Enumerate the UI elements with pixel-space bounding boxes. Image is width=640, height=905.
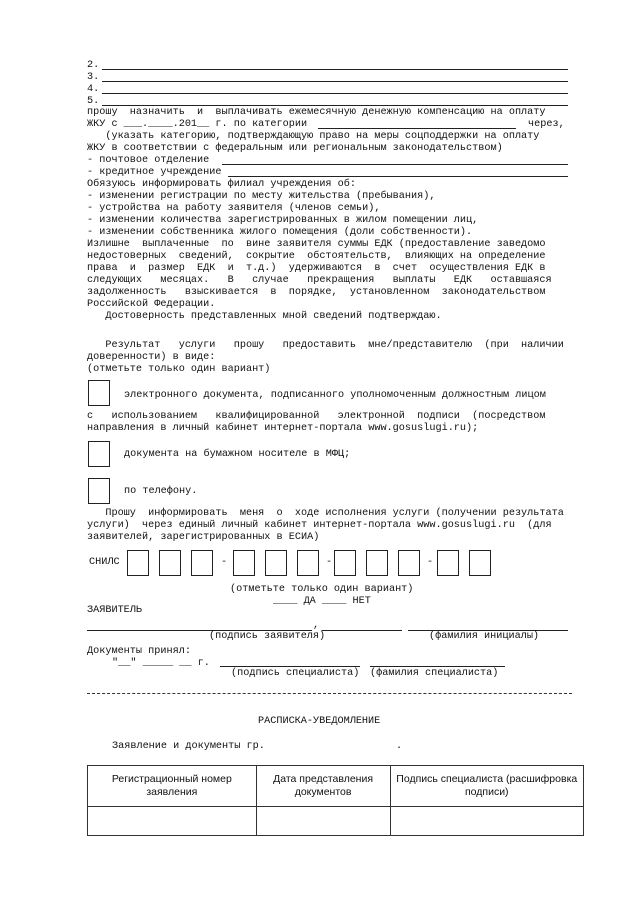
request-line-1: прошу назначить и выплачивать ежемесячную денежную компенсацию на оплату — [87, 107, 546, 118]
request-line-2: ЖКУ с ___.____.201__ г. по категории — [87, 119, 308, 130]
request-line-2b: через, — [528, 119, 565, 130]
option-phone-label: по телефону. — [124, 486, 198, 497]
overpayment-line-3: права и размер ЕДК и т.д.) удерживаются в счет осуществления ЕДК в — [87, 263, 546, 274]
option-electronic-checkbox[interactable] — [88, 380, 110, 406]
applicant-comma: , — [313, 620, 320, 631]
snils-digit-9[interactable] — [398, 550, 420, 576]
specialist-signature-field[interactable] — [220, 666, 360, 667]
receipt-title: РАСПИСКА-УВЕДОМЛЕНИЕ — [258, 716, 381, 727]
inform-line-2: услуги) через единый личный кабинет интернет-портала www.gosuslugi.ru (для — [87, 520, 552, 531]
item-line-5[interactable] — [102, 105, 568, 106]
item-line-3[interactable] — [102, 81, 568, 82]
obligation-item-3: - изменении количества зарегистрированных в жилом помещении лиц, — [87, 215, 479, 226]
snils-digit-4[interactable] — [233, 550, 255, 576]
item-line-2[interactable] — [102, 69, 568, 70]
header-specialist-signature: Подпись специалиста (расшифровка подписи) — [390, 766, 583, 807]
post-office-field[interactable] — [222, 164, 568, 165]
item-number-2: 2. — [87, 60, 100, 71]
snils-label: СНИЛС — [89, 557, 120, 568]
cell-submission-date[interactable] — [256, 807, 390, 836]
option-phone-checkbox[interactable] — [88, 478, 110, 504]
overpayment-line-6: Российской Федерации. — [87, 299, 216, 310]
item-number-5: 5. — [87, 96, 100, 107]
snils-digit-1[interactable] — [127, 550, 149, 576]
overpayment-line-1: Излишне выплаченные по вине заявителя суммы ЕДК (предоставление заведомо — [87, 239, 546, 250]
header-registration-number: Регистрационный номер заявления — [88, 766, 257, 807]
specialist-name-caption: (фамилия специалиста) — [370, 668, 499, 679]
inform-line-3: заявителей, зарегистрированных в ЕСИА) — [87, 532, 320, 543]
table-row — [88, 807, 584, 836]
specialist-signature-caption: (подпись специалиста) — [231, 668, 360, 679]
cut-line — [87, 693, 572, 694]
result-line-1: Результат услуги прошу предоставить мне/представителю (при наличии — [87, 340, 564, 351]
result-line-2: доверенности) в виде: — [87, 352, 216, 363]
request-line-3: (указать категорию, подтверждающую право на меры соцподдержки на оплату — [87, 131, 540, 142]
obligation-item-4: - изменении собственника жилого помещения (доли собственности). — [87, 227, 473, 238]
obligation-item-1: - изменении регистрации по месту жительства (пребывания), — [87, 191, 436, 202]
post-office-label: - почтовое отделение — [87, 155, 210, 166]
result-line-3: (отметьте только один вариант) — [87, 364, 271, 375]
overpayment-line-5: задолженность взыскивается в порядке, установленном законодательством — [87, 287, 546, 298]
header-submission-date: Дата представления документов — [256, 766, 390, 807]
snils-dash-1: - — [221, 557, 228, 568]
snils-digit-6[interactable] — [297, 550, 319, 576]
snils-digit-7[interactable] — [334, 550, 356, 576]
snils-digit-11[interactable] — [469, 550, 491, 576]
receipt-line: Заявление и документы гр. — [112, 741, 265, 752]
snils-note: (отметьте только один вариант) — [230, 584, 414, 595]
item-line-4[interactable] — [102, 93, 568, 94]
snils-digit-2[interactable] — [159, 550, 181, 576]
overpayment-line-4: следующих месяцах. В случае прекращения выплаты ЕДК оставшаяся — [87, 275, 552, 286]
applicant-signature-field[interactable] — [322, 630, 402, 631]
applicant-signature-caption: (подпись заявителя) — [209, 631, 326, 642]
overpayment-line-2: недостоверных сведений, сокрытие обстоятельств, влияющих на определение — [87, 251, 546, 262]
inform-line-1: Прошу информировать меня о ходе исполнения услуги (получении результата — [87, 508, 564, 519]
item-number-4: 4. — [87, 84, 100, 95]
bank-field[interactable] — [228, 176, 568, 177]
cell-specialist-signature[interactable] — [390, 807, 583, 836]
snils-yes-no[interactable]: ____ ДА ____ НЕТ — [273, 596, 371, 607]
option-paper-checkbox[interactable] — [88, 441, 110, 467]
snils-digit-5[interactable] — [265, 550, 287, 576]
bank-label: - кредитное учреждение — [87, 167, 222, 178]
specialist-name-field[interactable] — [370, 666, 505, 667]
option-electronic-label-2: с использованием квалифицированной электронной подписи (посредством — [87, 411, 546, 422]
accepted-label: Документы принял: — [87, 646, 191, 657]
option-paper-label: документа на бумажном носителе в МФЦ; — [124, 449, 351, 460]
snils-dash-2: - — [326, 557, 333, 568]
applicant-label: ЗАЯВИТЕЛЬ — [87, 605, 143, 616]
cell-registration-number[interactable] — [88, 807, 257, 836]
snils-dash-3: - — [427, 557, 434, 568]
accepted-date[interactable]: "__" _____ __ г. — [112, 658, 210, 669]
receipt-table — [87, 765, 584, 836]
snils-digit-8[interactable] — [366, 550, 388, 576]
confirmation-text: Достоверность представленных мной сведений подтверждаю. — [87, 311, 442, 322]
category-field[interactable] — [318, 128, 516, 129]
snils-digit-10[interactable] — [437, 550, 459, 576]
obligation-item-2: - устройства на работу заявителя (членов семьи), — [87, 203, 381, 214]
item-number-3: 3. — [87, 72, 100, 83]
request-line-4: ЖКУ в соответствии с федеральным или региональным законодательством) — [87, 143, 503, 154]
option-electronic-label-3: направления в личный кабинет интернет-портала www.gosuslugi.ru); — [87, 423, 479, 434]
option-electronic-label: электронного документа, подписанного уполномоченным должностным лицом — [124, 390, 546, 401]
receipt-dot: . — [396, 741, 403, 752]
snils-digit-3[interactable] — [191, 550, 213, 576]
obligation-title: Обязуюсь информировать филиал учреждения об: — [87, 179, 356, 190]
applicant-name-caption: (фамилия инициалы) — [429, 631, 540, 642]
